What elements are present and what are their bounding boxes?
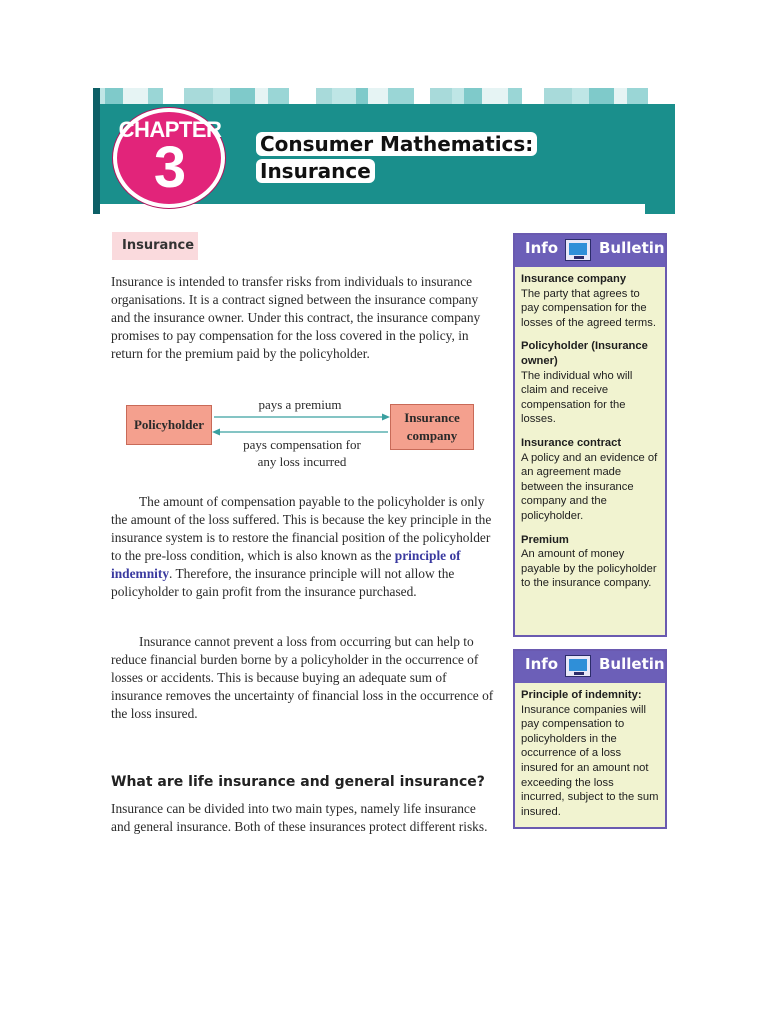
bulletin-definition: The individual who will claim and receive compensation for the losses. [521, 369, 633, 426]
policyholder-box: Policyholder [126, 405, 212, 445]
bulletin-definition: The party that agrees to pay compensation for the losses of the agreed terms. [521, 287, 656, 329]
banner-pattern-block [614, 88, 628, 104]
insurance-company-box [390, 404, 474, 450]
principle-of-indemnity-term: principle of indemnity [111, 548, 461, 581]
banner-pattern-block [482, 88, 507, 104]
bulletin-definition: A policy and an evidence of an agreement made between the insurance company and the policyholder. [521, 451, 658, 522]
info-bulletin-definitions [513, 233, 667, 637]
banner-pattern-block [522, 88, 543, 104]
banner-pattern-block [123, 88, 148, 104]
premium-arrow-label: pays a premium [258, 397, 342, 412]
banner-pattern-block [230, 88, 254, 104]
bulletin-entry [521, 272, 659, 330]
compensation-label-line2: any loss incurred [257, 454, 347, 469]
banner-pattern-block [414, 88, 430, 104]
paragraph-prevention [111, 633, 495, 723]
bulletin-term: Insurance contract [521, 436, 622, 449]
banner-pattern-block [289, 88, 316, 104]
bulletin-header [515, 235, 665, 267]
subheading-insurance-types: What are life insurance and general insurance? [111, 774, 485, 790]
bulletin-term: Principle of indemnity: [521, 689, 642, 701]
banner-pattern-block [368, 88, 387, 104]
banner-pattern-block [356, 88, 369, 104]
banner-pattern-block [388, 88, 414, 104]
banner-pattern-block [105, 88, 123, 104]
computer-icon [565, 655, 591, 677]
diagram-arrows [212, 412, 390, 436]
section-label: Insurance [112, 232, 198, 260]
bulletin-title: Bulletin [599, 655, 665, 673]
banner-pattern-block [213, 88, 231, 104]
chapter-number: 3 [153, 135, 187, 200]
bulletin-definition: An amount of money payable by the policyholder to the insurance company. [521, 548, 657, 590]
bulletin-term: Insurance company [521, 273, 627, 285]
bulletin-term: Premium [521, 533, 569, 546]
banner-pattern-block [572, 88, 590, 104]
info-bulletin-indemnity [513, 649, 667, 829]
banner-pattern-strip [93, 88, 675, 104]
banner-pattern-block [184, 88, 212, 104]
banner-pattern-block [464, 88, 482, 104]
paragraph-types: Insurance can be divided into two main types, namely life insurance and general insurance. Both of these insurances protect different risks. [111, 801, 488, 834]
compensation-arrowhead [212, 429, 220, 436]
paragraph-indemnity-text1: The amount of compensation payable to the policyholder is only the amount of the loss suffered. This is because the key principle in the insurance system is to restore the financial position of the policyholder to the pre-loss condition, which is also known as the [111, 494, 492, 563]
bulletin-entry [521, 436, 659, 524]
bulletin-body [515, 267, 665, 591]
paragraph-prevention-text: Insurance cannot prevent a loss from occurring but can help to reduce financial burden borne by a policyholder in the occurrence of losses or accidents. This is because buying an adequate sum of insurance removes the uncertainty of financial loss in the occurrence of the loss insured. [111, 634, 494, 721]
compensation-arrow-label [212, 436, 392, 470]
paragraph-indemnity [111, 493, 495, 601]
premium-arrowhead [382, 414, 390, 421]
insurance-company-line1: Insurance [404, 410, 460, 425]
insurance-company-line2: company [406, 428, 458, 443]
paragraph-intro: Insurance is intended to transfer risks from individuals to insurance organisations. It is a contract signed between the insurance company and the insurance owner. Under this contract, the insurance company promises to pay compensation for the loss covered in the policy, in return for the premium paid by the policyholder. [111, 274, 481, 361]
banner-pattern-block [452, 88, 464, 104]
paragraph-indemnity-text2: . Therefore, the insurance principle will not allow the policyholder to gain profit from the insurance purchased. [111, 566, 455, 599]
banner-pattern-block [316, 88, 333, 104]
banner-pattern-block [508, 88, 523, 104]
banner-pattern-block [589, 88, 613, 104]
banner-pattern-block [627, 88, 647, 104]
chapter-label: CHAPTER [118, 117, 222, 142]
banner-pattern-block [544, 88, 572, 104]
compensation-label-line1: pays compensation for [243, 437, 361, 452]
bulletin-entry [521, 339, 659, 427]
banner-pattern-block [430, 88, 452, 104]
bulletin-info-label: Info [525, 239, 559, 257]
banner-pattern-block [148, 88, 163, 104]
banner-pattern-block [163, 88, 184, 104]
bulletin-entry [521, 533, 659, 591]
chapter-title-line1: Consumer Mathematics: [256, 132, 537, 156]
banner-pattern-block [648, 88, 675, 104]
bulletin-info-label: Info [525, 655, 559, 673]
bulletin-header [515, 651, 665, 683]
banner-pattern-block [268, 88, 288, 104]
computer-icon [565, 239, 591, 261]
bulletin-term: Policyholder (Insurance owner) [521, 340, 648, 367]
banner-edge [93, 88, 100, 214]
bulletin-definition: Insurance companies will pay compensation to policyholders in the occurrence of a loss insured for an amount not exceeding the loss incurred, subject to the sum insured. [521, 703, 659, 818]
bulletin-body [515, 683, 665, 819]
chapter-title-line2: Insurance [256, 159, 375, 183]
bulletin-title: Bulletin [599, 239, 665, 257]
banner-pattern-block [255, 88, 269, 104]
banner-pattern-block [332, 88, 355, 104]
